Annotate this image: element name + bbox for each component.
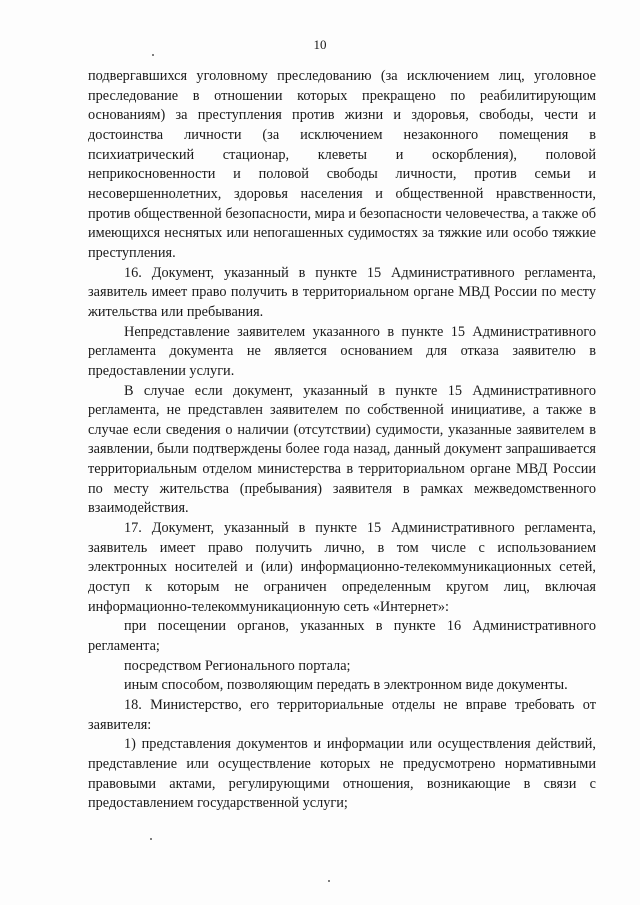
body-text	[88, 67, 596, 814]
paragraph: при посещении органов, указанных в пункте 16 Административного регламента;	[88, 618, 596, 655]
paragraph: посредством Регионального портала;	[124, 657, 351, 674]
paragraph: 16. Документ, указанный в пункте 15 Административного регламента, заявитель имеет право получить в территориальном органе МВД России по месту жительства или пребывания.	[88, 264, 596, 320]
paragraph: Непредставление заявителем указанного в пункте 15 Административного регламента документа не является основанием для отказа заявителю в предоставлении услуги.	[88, 323, 596, 379]
scan-speck	[150, 838, 152, 840]
paragraph: 18. Министерство, его территориальные отделы не вправе требовать от заявителя:	[88, 697, 596, 733]
paragraph: 1) представления документов и информации или осуществления действий, представление или осуществление которых не предусмотрено нормативными правовыми актами, регулирующими отношения, возникающие в связи с предоставлением государственной услуги;	[88, 736, 596, 812]
paragraph: иным способом, позволяющим передать в электронном виде документы.	[124, 677, 568, 694]
scan-speck	[328, 880, 330, 882]
paragraph: подвергавшихся уголовному преследованию (за исключением лиц, уголовное преследование в отношении которых прекращено по реабилитирующим основаниям) за преступления против жизни и здоровья, свободы, чести и достоинства личности (за исключением незаконного помещения в психиатрический стационар, клеветы и оскорбления), половой неприкосновенности и половой свободы личности, против семьи и несовершеннолетних, здоровья населения и общественной нравственности, против общественной безопасности, мира и безопасности человечества, а также об имеющихся неснятых или непогашенных судимостях за тяжкие или особо тяжкие преступления.	[88, 68, 596, 261]
page-number: 10	[313, 37, 327, 52]
paragraph: 17. Документ, указанный в пункте 15 Административного регламента, заявитель имеет право получить лично, в том числе с использованием электронных носителей и (или) информационно-телекоммуникационных сетей, доступ к которым не ограничен определенным кругом лиц, включая информационно-телекоммуникационную сеть «Интернет»:	[88, 520, 596, 615]
paragraph: В случае если документ, указанный в пункте 15 Административного регламента, не представлен заявителем по собственной инициативе, а также в случае если сведения о наличии (отсутствии) судимости, указанные заявителем в заявлении, были подтверждены более года назад, данный документ запрашивается территориальным отделом министерства в территориальном органе МВД России по месту жительства (пребывания) заявителя в рамках межведомственного взаимодействия.	[88, 382, 596, 517]
scan-speck	[152, 54, 154, 56]
